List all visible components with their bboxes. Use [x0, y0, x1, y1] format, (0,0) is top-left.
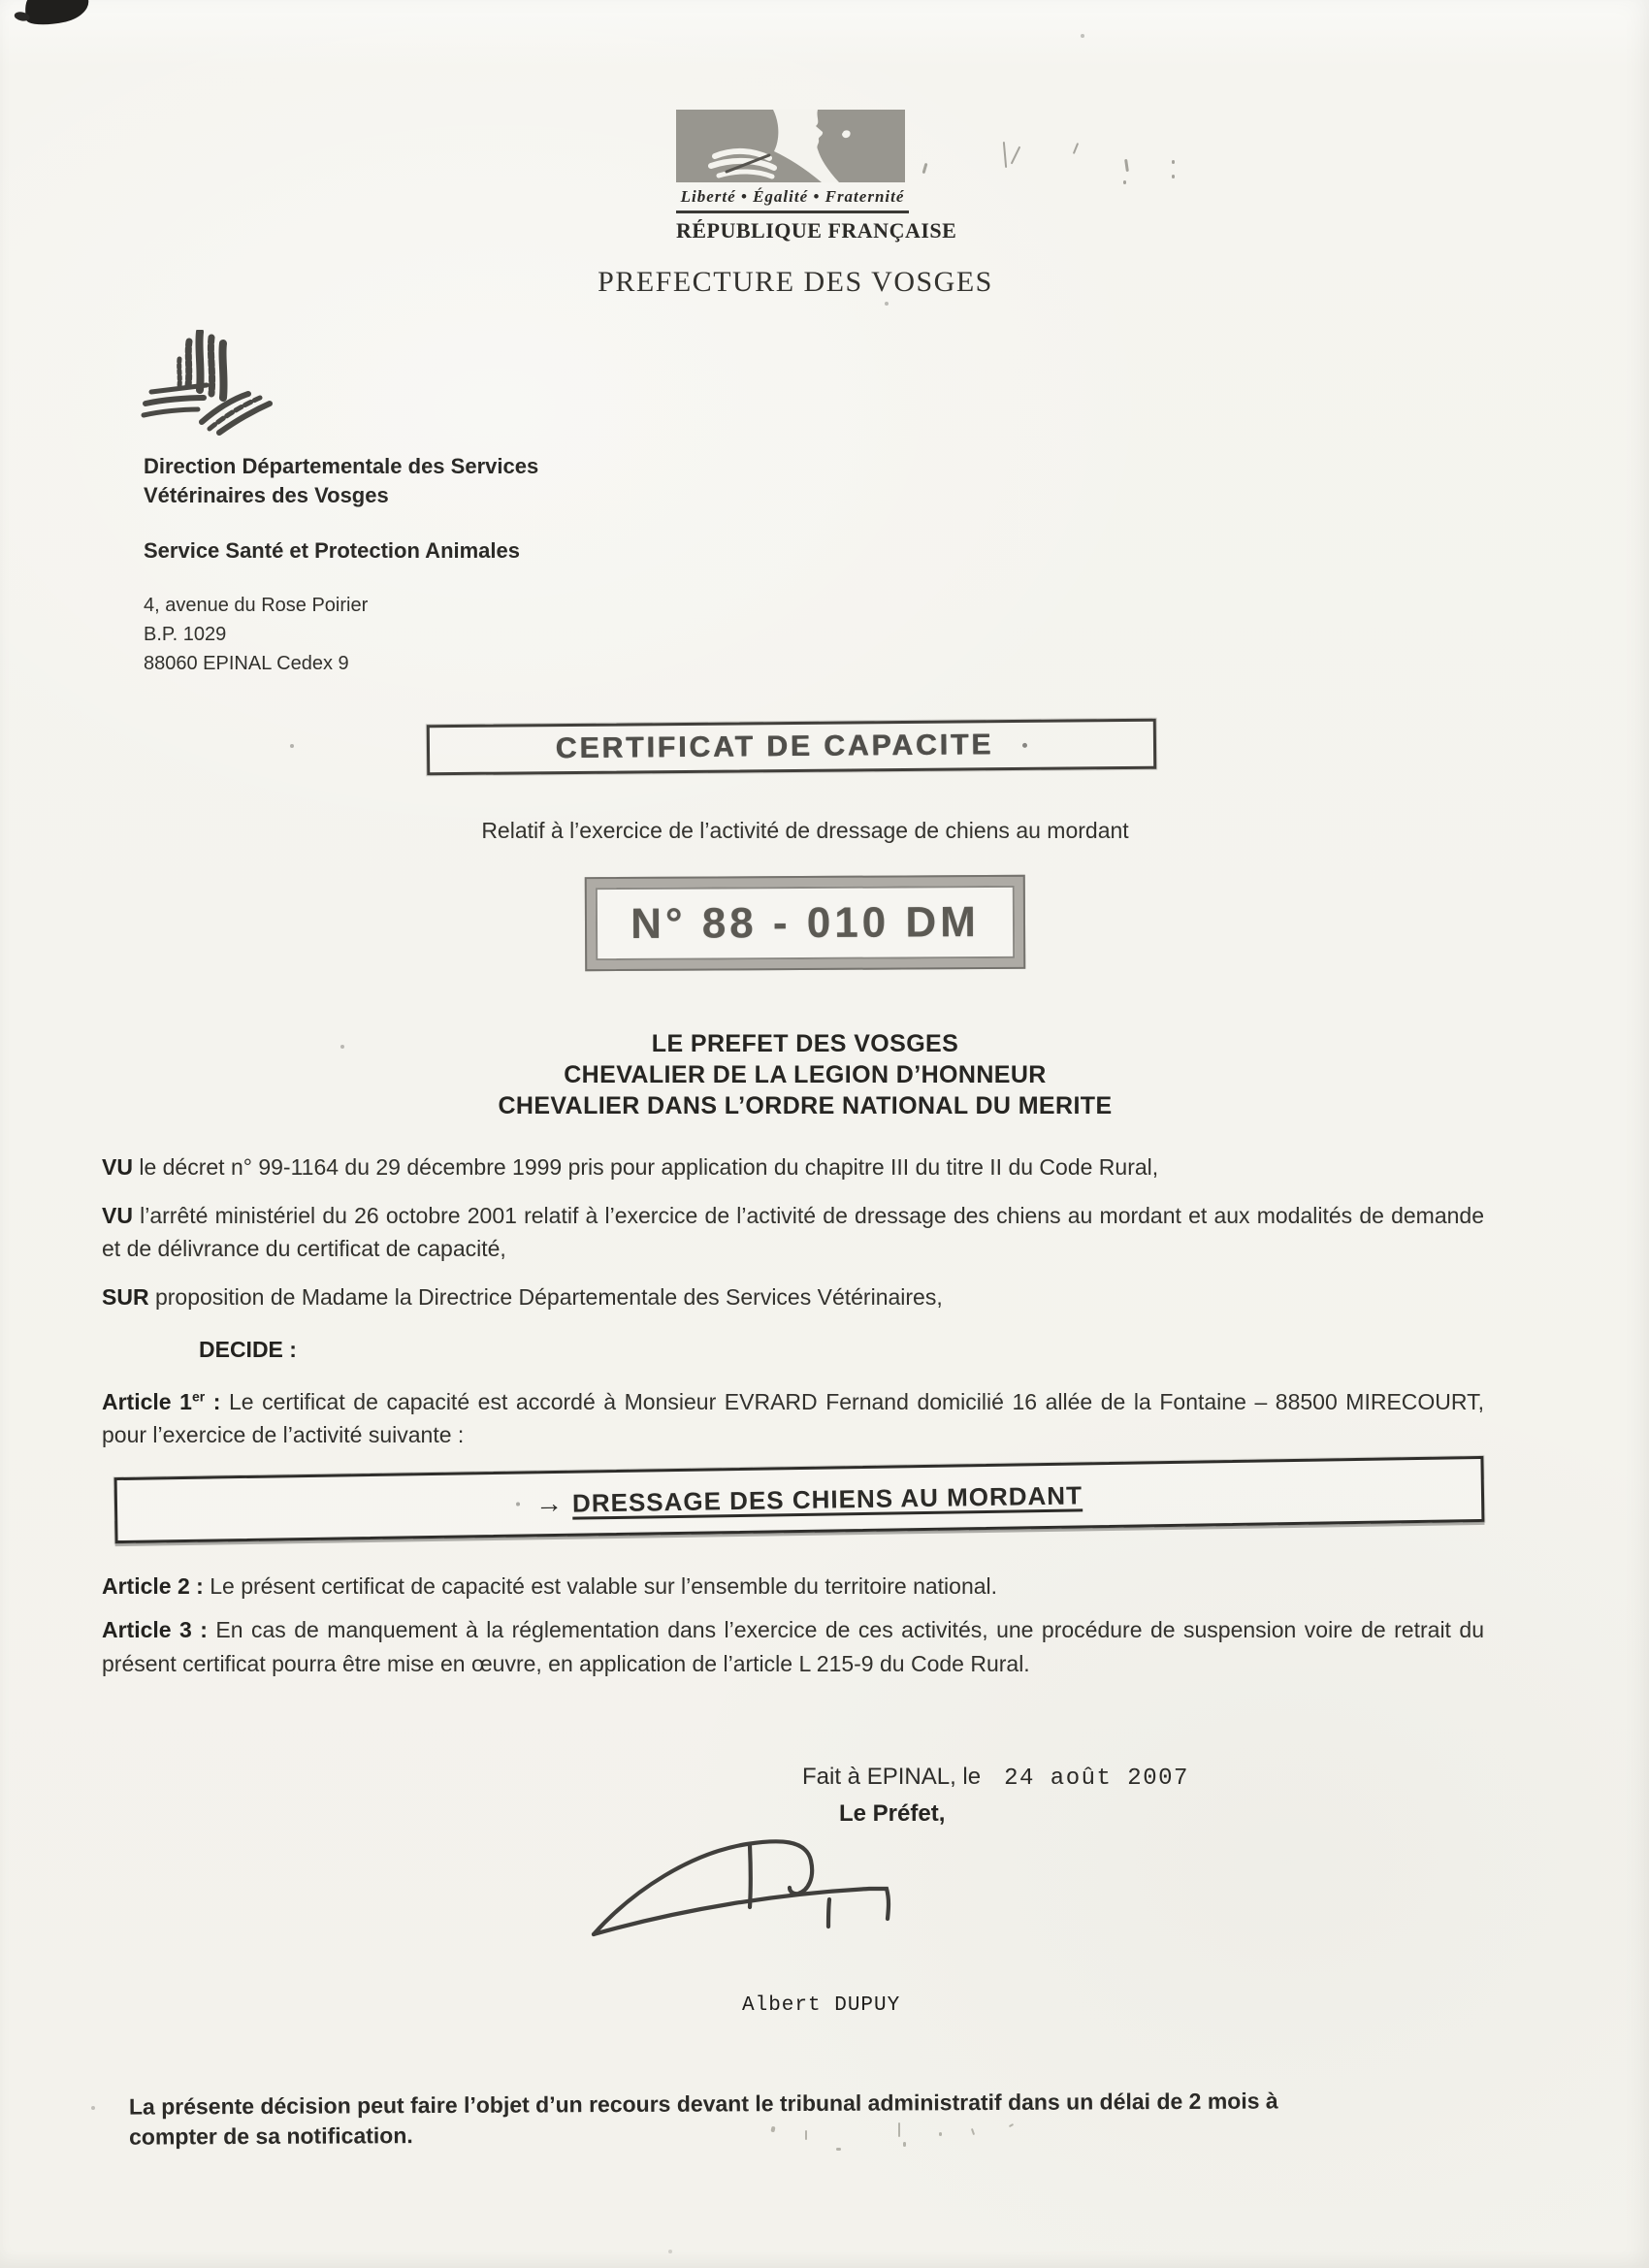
decide-line: DECIDE : [199, 1337, 297, 1362]
scan-artifact-mark [805, 2130, 807, 2140]
scan-artifact-mark [1003, 142, 1007, 168]
article-3-text: En cas de manquement à la réglementation dans l’exercice de ces activités, une procédure de suspension voire de retrait du présent certificat pourra être mise en œuvre, en application de l’article L 215-9 du Code Rural. [102, 1617, 1484, 1676]
prefet-heading-line: CHEVALIER DANS L’ORDRE NATIONAL DU MERITE [498, 1092, 1113, 1119]
signer-role: Le Préfet, [839, 1800, 946, 1827]
article-2-paragraph [102, 1570, 1484, 1604]
scan-artifact-mark [1123, 180, 1126, 184]
appeal-notice [129, 2085, 1485, 2152]
vu-label: VU [102, 1154, 133, 1180]
articles-block [102, 1570, 1484, 1691]
sender-block [144, 452, 538, 678]
sur-proposition-paragraph [102, 1280, 1484, 1313]
prefecture-title: PREFECTURE DES VOSGES [598, 266, 993, 298]
scan-artifact-mark [1172, 160, 1175, 164]
article-3-label: Article 3 : [102, 1617, 208, 1642]
certificate-number-inner [596, 886, 1015, 960]
scan-artifact-mark [1011, 146, 1021, 165]
vu-label: VU [102, 1203, 133, 1228]
article-1-label [102, 1389, 220, 1414]
rf-motto: Liberté • Égalité • Fraternité [680, 187, 905, 206]
scan-artifact-corner-blob [23, 0, 90, 27]
article-2-text: Le présent certificat de capacité est valable sur l’ensemble du territoire national. [203, 1573, 998, 1599]
marianne-logo-icon [676, 110, 905, 182]
scan-artifact-dot [1022, 742, 1027, 747]
scan-artifact-mark [1172, 175, 1175, 178]
article-2-label: Article 2 : [102, 1573, 204, 1599]
prefet-heading-line: CHEVALIER DE LA LEGION D’HONNEUR [564, 1061, 1047, 1088]
direction-line1: Direction Départementale des Services [144, 454, 539, 478]
activity-label: DRESSAGE DES CHIENS AU MORDANT [571, 1479, 1083, 1518]
vu-decret-paragraph [102, 1150, 1484, 1183]
article-1-text: Le certificat de capacité est accordé à Monsieur EVRARD Fernand domicilié 16 allée de la Fontaine – 88500 MIRECOURT, pour l’exercice de l’activité suivante : [102, 1389, 1485, 1447]
rf-divider [676, 211, 909, 213]
certificate-number: N° 88 - 010 DM [630, 897, 980, 948]
address-line2: B.P. 1029 [144, 624, 227, 645]
direction-line2: Vétérinaires des Vosges [144, 483, 389, 507]
certificate-number-box [585, 875, 1026, 971]
address-line3: 88060 EPINAL Cedex 9 [144, 653, 349, 674]
article-1-superscript: er [191, 1388, 206, 1405]
scan-artifact-mark [836, 2148, 841, 2151]
arrow-right-icon: → [534, 1487, 564, 1519]
fait-label: Fait à EPINAL, le [802, 1764, 982, 1790]
certificate-title-box [427, 719, 1156, 776]
activity-box [114, 1456, 1485, 1543]
appeal-notice-line1: La présente décision peut faire l’objet d’un recours devant le tribunal administratif dans un délai de 2 mois à [128, 2088, 1278, 2120]
scan-artifact-dot [516, 1503, 520, 1507]
vu-text: le décret n° 99-1164 du 29 décembre 1999 pris pour application du chapitre III du titre II du Code Rural, [132, 1154, 1159, 1180]
address-line1: 4, avenue du Rose Poirier [144, 595, 369, 616]
appeal-notice-line2: compter de sa notification. [129, 2122, 413, 2150]
scan-artifact-mark [939, 2132, 942, 2136]
certificate-title: CERTIFICAT DE CAPACITE [555, 729, 994, 765]
article-1-label-text: Article 1 [102, 1389, 192, 1414]
ministry-logo-icon [134, 330, 279, 441]
scan-artifact-specks [0, 0, 2, 2]
sur-label: SUR [102, 1284, 149, 1310]
sur-text: proposition de Madame la Directrice Départementale des Services Vétérinaires, [148, 1284, 943, 1310]
scan-artifact-mark [922, 163, 928, 174]
certificate-subtitle: Relatif à l’exercice de l’activité de dressage de chiens au mordant [481, 818, 1129, 843]
vu-text: l’arrêté ministériel du 26 octobre 2001 relatif à l’exercice de l’activité de dressage des chiens au mordant et aux modalités de demande et de délivrance du certificat de capacité, [102, 1203, 1484, 1261]
signature-place-date-line [802, 1764, 1189, 1792]
signature-date: 24 août 2007 [1004, 1766, 1189, 1792]
handwritten-signature [580, 1833, 915, 1945]
scan-artifact-mark [898, 2122, 900, 2137]
article-1-colon: : [205, 1389, 221, 1414]
scan-artifact-mark [1124, 159, 1129, 172]
prefet-heading [0, 1028, 1610, 1121]
scan-artifact-mark [903, 2142, 906, 2147]
article-3-paragraph [102, 1613, 1484, 1681]
scan-artifact-mark [1073, 143, 1079, 154]
signer-name: Albert DUPUY [742, 1994, 901, 2017]
rf-name: RÉPUBLIQUE FRANÇAISE [676, 218, 957, 243]
service-line: Service Santé et Protection Animales [144, 538, 520, 563]
prefet-heading-line: LE PREFET DES VOSGES [651, 1030, 959, 1057]
decree-body [102, 1150, 1484, 1467]
article-1-paragraph [102, 1385, 1484, 1451]
republique-francaise-block [676, 110, 957, 243]
vu-arrete-paragraph [102, 1199, 1484, 1265]
